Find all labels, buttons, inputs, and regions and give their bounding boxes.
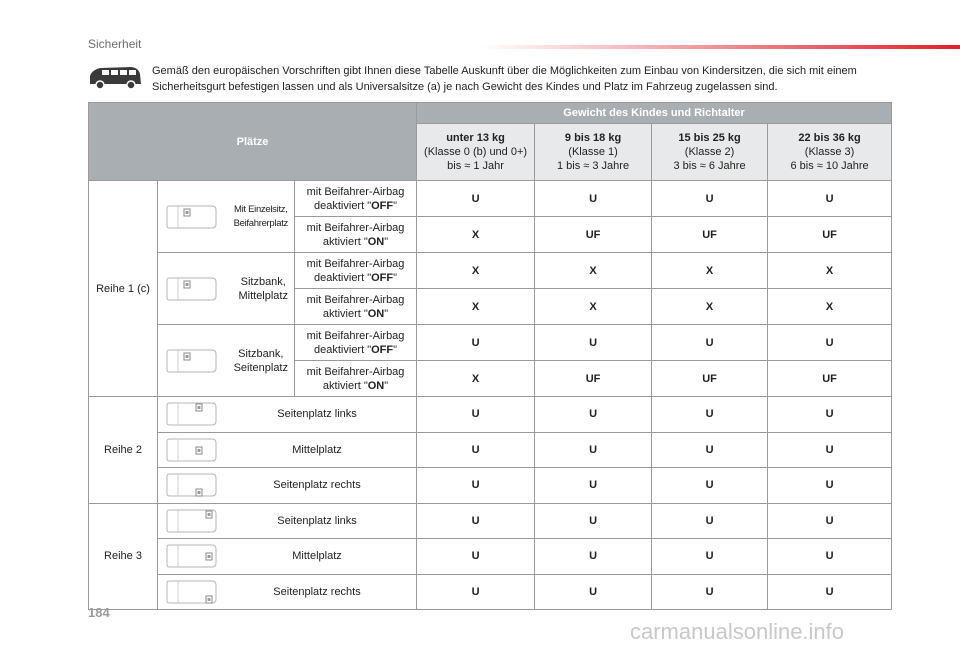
- seat-label-line: Beifahrerplatz: [233, 217, 288, 229]
- airbag-state-prefix: aktiviert ": [322, 379, 368, 392]
- seat-position-cell: [158, 539, 417, 575]
- car-seat-diagram-icon: [164, 204, 218, 230]
- van-icon: [86, 62, 144, 92]
- weight-class-age: 3 bis ≈ 6 Jahre: [673, 160, 746, 172]
- suitability-value: [652, 397, 768, 433]
- places-header-label: Plätze: [236, 135, 269, 148]
- suitability-code: U: [589, 192, 598, 205]
- seat-position-label: Seitenplatz rechts: [273, 585, 361, 598]
- suitability-code: U: [705, 550, 714, 563]
- suitability-value: [768, 468, 892, 504]
- suitability-value: [652, 503, 768, 539]
- suitability-code: U: [825, 336, 834, 349]
- suitability-code: U: [589, 443, 598, 456]
- suitability-value: [652, 253, 768, 289]
- suitability-code: X: [705, 300, 714, 313]
- car-seat-diagram-icon: [164, 437, 218, 463]
- page-number: 184: [88, 605, 110, 620]
- row-label: Reihe 1 (c): [96, 282, 150, 295]
- suitability-code: U: [589, 408, 598, 421]
- airbag-prefix: mit Beifahrer-Airbag: [306, 221, 405, 234]
- seat-label-line: Seitenplatz: [233, 361, 288, 374]
- airbag-state-suffix: ": [393, 271, 398, 284]
- suitability-code: U: [471, 408, 480, 421]
- airbag-state-prefix: deaktiviert ": [314, 343, 372, 356]
- weight-class-title: 22 bis 36 kg: [798, 132, 861, 144]
- seat-position-cell: [158, 325, 295, 397]
- weight-class-group: (Klasse 0 (b) und 0+): [424, 146, 528, 158]
- airbag-state-prefix: aktiviert ": [322, 235, 368, 248]
- suitability-value: [535, 432, 652, 468]
- airbag-off-cell: [295, 325, 417, 361]
- suitability-value: [417, 397, 535, 433]
- seat-position-label: Seitenplatz links: [277, 514, 357, 527]
- suitability-value: [417, 253, 535, 289]
- airbag-state-suffix: ": [393, 343, 398, 356]
- seat-position-label: [234, 203, 288, 231]
- row-1-label: [89, 181, 158, 397]
- suitability-value: [417, 468, 535, 504]
- weight-class-header: [768, 124, 892, 181]
- suitability-code: U: [825, 550, 834, 563]
- suitability-code: UF: [702, 228, 717, 241]
- suitability-value: [535, 574, 652, 610]
- row2-label: [89, 397, 158, 504]
- suitability-value: [535, 289, 652, 325]
- weight-class-header: [652, 124, 768, 181]
- suitability-value: [652, 325, 768, 361]
- car-seat-diagram-icon: [164, 276, 218, 302]
- car-seat-diagram-icon: [164, 543, 218, 569]
- suitability-value: [535, 468, 652, 504]
- weight-class-title: 9 bis 18 kg: [564, 132, 622, 144]
- seat-position-label: Seitenplatz rechts: [273, 479, 361, 492]
- airbag-prefix: mit Beifahrer-Airbag: [306, 185, 405, 198]
- header-rule: [480, 45, 960, 49]
- suitability-value: [535, 253, 652, 289]
- car-seat-diagram-icon: [164, 348, 218, 374]
- airbag-off-cell: [295, 181, 417, 217]
- suitability-value: [652, 361, 768, 397]
- seat-position-cell: [158, 181, 295, 253]
- airbag-prefix: mit Beifahrer-Airbag: [306, 293, 405, 306]
- suitability-value: [652, 181, 768, 217]
- suitability-code: UF: [822, 372, 837, 385]
- airbag-state-prefix: deaktiviert ": [314, 271, 372, 284]
- weight-header-label: Gewicht des Kindes und Richtalter: [563, 107, 745, 119]
- suitability-value: [652, 289, 768, 325]
- suitability-value: [768, 539, 892, 575]
- suitability-code: U: [705, 479, 714, 492]
- weight-class-group: (Klasse 1): [568, 146, 618, 158]
- suitability-code: U: [705, 408, 714, 421]
- suitability-value: [417, 325, 535, 361]
- seat-position-cell: [158, 574, 417, 610]
- airbag-prefix: mit Beifahrer-Airbag: [306, 257, 405, 270]
- suitability-code: UF: [822, 228, 837, 241]
- suitability-value: [417, 574, 535, 610]
- suitability-value: [535, 217, 652, 253]
- suitability-value: [652, 217, 768, 253]
- seat-label-line: Mit Einzelsitz,: [234, 203, 288, 215]
- suitability-value: [417, 539, 535, 575]
- child-seat-table: [88, 102, 892, 610]
- suitability-code: U: [705, 336, 714, 349]
- airbag-prefix: mit Beifahrer-Airbag: [306, 365, 405, 378]
- suitability-code: U: [471, 550, 480, 563]
- car-seat-diagram-icon: [164, 508, 218, 534]
- suitability-value: [768, 217, 892, 253]
- car-seat-diagram-icon: [164, 472, 218, 498]
- suitability-value: [417, 432, 535, 468]
- suitability-code: X: [471, 300, 480, 313]
- suitability-value: [768, 503, 892, 539]
- row3-label: [89, 503, 158, 610]
- weight-class-header: [417, 124, 535, 181]
- airbag-state-suffix: ": [384, 379, 389, 392]
- suitability-value: [417, 181, 535, 217]
- suitability-value: [652, 539, 768, 575]
- places-header: [89, 103, 417, 181]
- suitability-code: X: [471, 264, 480, 277]
- suitability-code: U: [705, 585, 714, 598]
- suitability-code: U: [589, 479, 598, 492]
- suitability-code: U: [471, 192, 480, 205]
- seat-label-line: Sitzbank,: [238, 347, 284, 360]
- suitability-value: [652, 574, 768, 610]
- suitability-value: [535, 397, 652, 433]
- suitability-value: [768, 397, 892, 433]
- suitability-code: U: [825, 192, 834, 205]
- seat-position-label: [238, 275, 288, 303]
- suitability-code: UF: [702, 372, 717, 385]
- seat-position-label: Mittelplatz: [292, 443, 342, 456]
- suitability-code: U: [471, 479, 480, 492]
- airbag-state: ON: [367, 235, 385, 248]
- suitability-code: U: [589, 550, 598, 563]
- suitability-code: U: [471, 336, 480, 349]
- suitability-code: X: [589, 300, 597, 313]
- weight-class-age: 1 bis ≈ 3 Jahre: [557, 160, 630, 172]
- suitability-value: [768, 181, 892, 217]
- airbag-state-suffix: ": [384, 307, 389, 320]
- suitability-value: [768, 574, 892, 610]
- suitability-value: [768, 432, 892, 468]
- suitability-code: U: [825, 479, 834, 492]
- weight-class-title: 15 bis 25 kg: [678, 132, 741, 144]
- suitability-code: X: [705, 264, 714, 277]
- suitability-value: [417, 361, 535, 397]
- suitability-code: U: [589, 336, 598, 349]
- seat-position-label: [234, 347, 288, 375]
- airbag-state: OFF: [371, 343, 394, 356]
- suitability-code: U: [705, 192, 714, 205]
- seat-position-cell: [158, 503, 417, 539]
- suitability-code: U: [825, 443, 834, 456]
- suitability-code: UF: [585, 228, 601, 241]
- weight-header: [417, 103, 892, 124]
- suitability-value: [535, 181, 652, 217]
- suitability-value: [535, 539, 652, 575]
- suitability-value: [417, 503, 535, 539]
- suitability-code: X: [471, 228, 480, 241]
- seat-position-cell: [158, 397, 417, 433]
- weight-class-group: (Klasse 3): [804, 146, 855, 158]
- suitability-code: X: [471, 372, 480, 385]
- seat-position-cell: [158, 468, 417, 504]
- suitability-value: [535, 325, 652, 361]
- airbag-state: OFF: [371, 199, 394, 212]
- suitability-code: X: [825, 300, 834, 313]
- airbag-off-cell: [295, 253, 417, 289]
- suitability-value: [768, 325, 892, 361]
- suitability-code: U: [705, 514, 714, 527]
- airbag-state-prefix: aktiviert ": [322, 307, 368, 320]
- suitability-code: U: [589, 514, 598, 527]
- watermark: carmanualsonline.info: [630, 619, 845, 644]
- seat-position-cell: [158, 253, 295, 325]
- suitability-code: U: [471, 443, 480, 456]
- airbag-state-suffix: ": [393, 199, 398, 212]
- seat-position-cell: [158, 432, 417, 468]
- suitability-value: [417, 217, 535, 253]
- airbag-state: OFF: [371, 271, 394, 284]
- weight-class-group: (Klasse 2): [684, 146, 735, 158]
- seat-position-label: Seitenplatz links: [277, 408, 357, 421]
- seat-position-label: Mittelplatz: [292, 550, 342, 563]
- weight-class-title: unter 13 kg: [446, 132, 505, 144]
- row-label: Reihe 3: [104, 550, 142, 563]
- suitability-code: U: [825, 585, 834, 598]
- weight-class-header: [535, 124, 652, 181]
- suitability-value: [768, 361, 892, 397]
- suitability-code: U: [825, 514, 834, 527]
- suitability-value: [652, 432, 768, 468]
- airbag-prefix: mit Beifahrer-Airbag: [306, 329, 405, 342]
- suitability-value: [652, 468, 768, 504]
- airbag-on-cell: [295, 361, 417, 397]
- suitability-value: [417, 289, 535, 325]
- car-seat-diagram-icon: [164, 579, 218, 605]
- suitability-value: [535, 503, 652, 539]
- suitability-code: UF: [585, 372, 601, 385]
- intro-text: Gemäß den europäischen Vorschriften gibt Ihnen diese Tabelle Auskunft über die Möglichkeiten zum Einbau von Kindersitzen, die sich mit einem Sicherheitsgurt befestigen lassen und als Universalsitze (a) je nach Gewicht des Kindes und Platz im Fahrzeug zugelassen sind.: [152, 65, 857, 93]
- suitability-code: U: [471, 514, 480, 527]
- suitability-code: X: [825, 264, 834, 277]
- suitability-code: U: [705, 443, 714, 456]
- section-title: Sicherheit: [88, 37, 142, 51]
- airbag-state-suffix: ": [384, 235, 389, 248]
- seat-label-line: Mittelplatz: [238, 289, 288, 302]
- weight-class-age: bis ≈ 1 Jahr: [447, 160, 504, 172]
- suitability-value: [768, 289, 892, 325]
- suitability-code: U: [471, 585, 480, 598]
- airbag-state: ON: [367, 307, 385, 320]
- weight-class-age: 6 bis ≈ 10 Jahre: [790, 160, 869, 172]
- suitability-code: U: [589, 585, 598, 598]
- suitability-code: U: [825, 408, 834, 421]
- airbag-state: ON: [367, 379, 385, 392]
- suitability-code: X: [589, 264, 597, 277]
- suitability-value: [768, 253, 892, 289]
- airbag-on-cell: [295, 289, 417, 325]
- row-label: Reihe 2: [104, 443, 142, 456]
- airbag-state-prefix: deaktiviert ": [314, 199, 372, 212]
- car-seat-diagram-icon: [164, 401, 218, 427]
- airbag-on-cell: [295, 217, 417, 253]
- seat-label-line: Sitzbank,: [240, 275, 286, 288]
- suitability-value: [535, 361, 652, 397]
